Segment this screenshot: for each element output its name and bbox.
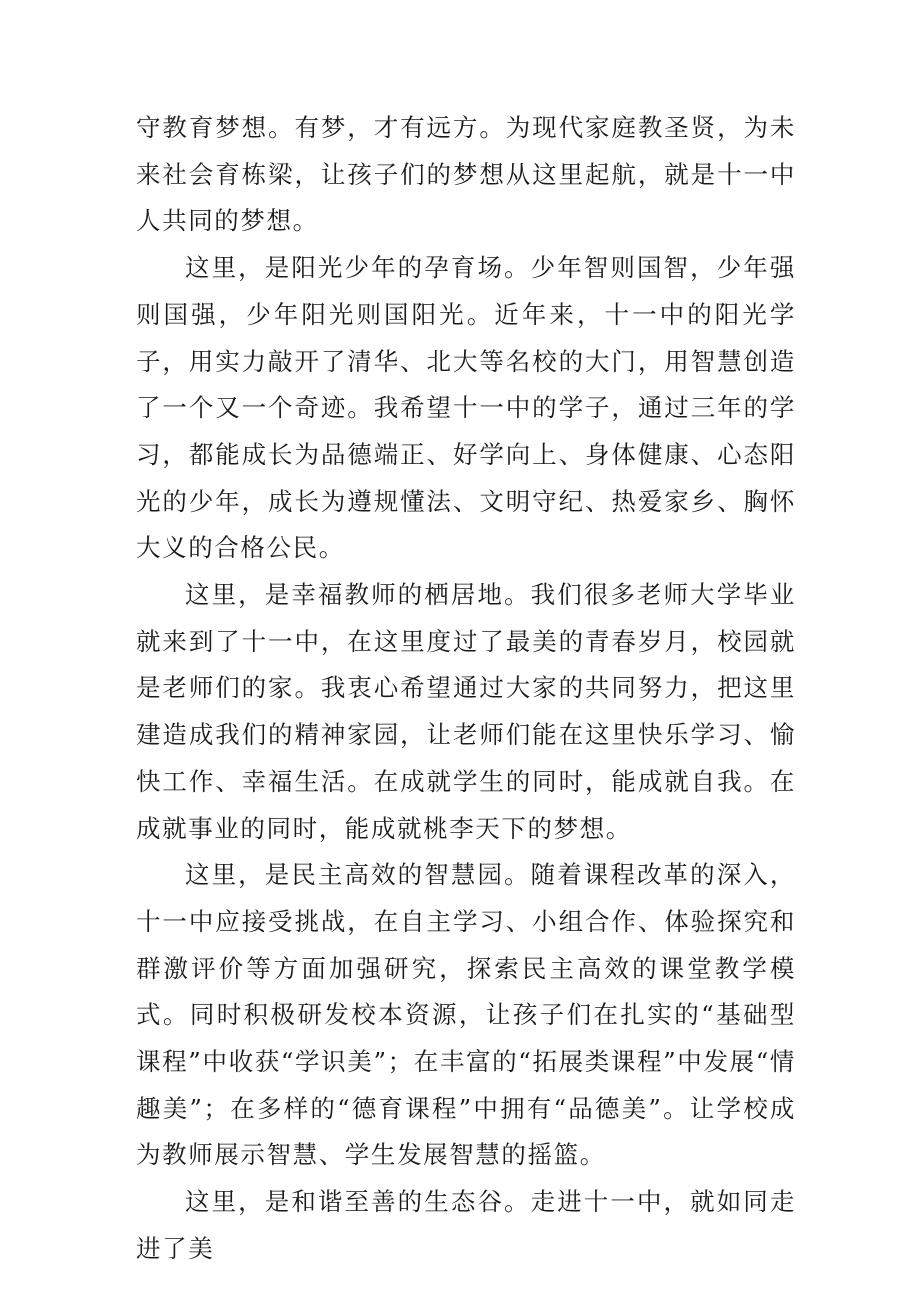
document-body [136,105,796,1273]
paragraph-1: 守教育梦想。有梦，才有远方。为现代家庭教圣贤，为未来社会育栋梁，让孩子们的梦想从这里起航，就是十一中人共同的梦想。 [136,113,796,236]
paragraph-4: 这里，是民主高效的智慧园。随着课程改革的深入，十一中应接受挑战，在自主学习、小组合作、体验探究和群激评价等方面加强研究，探索民主高效的课堂教学模式。同时积极研发校本资源，让孩子们在扎实的“基础型课程”中收获“学识美”；在丰富的“拓展类课程”中发展“情趣美”；在多样的“德育课程”中拥有“品德美”。让学校成为教师展示智慧、学生发展智慧的摇篮。 [136,860,796,1170]
paragraph-3: 这里，是幸福教师的栖居地。我们很多老师大学毕业就来到了十一中，在这里度过了最美的青春岁月，校园就是老师们的家。我衷心希望通过大家的共同努力，把这里建造成我们的精神家园，让老师们能在这里快乐学习、愉快工作、幸福生活。在成就学生的同时，能成就自我。在成就事业的同时，能成就桃李天下的梦想。 [136,580,796,843]
paragraph-2: 这里，是阳光少年的孕育场。少年智则国智，少年强则国强，少年阳光则国阳光。近年来，十一中的阳光学子，用实力敲开了清华、北大等名校的大门，用智慧创造了一个又一个奇迹。我希望十一中的学子，通过三年的学习，都能成长为品德端正、好学向上、身体健康、心态阳光的少年，成长为遵规懂法、文明守纪、热爱家乡、胸怀大义的合格公民。 [136,253,796,563]
paragraph-5: 这里，是和谐至善的生态谷。走进十一中，就如同走进了美 [136,1187,796,1263]
